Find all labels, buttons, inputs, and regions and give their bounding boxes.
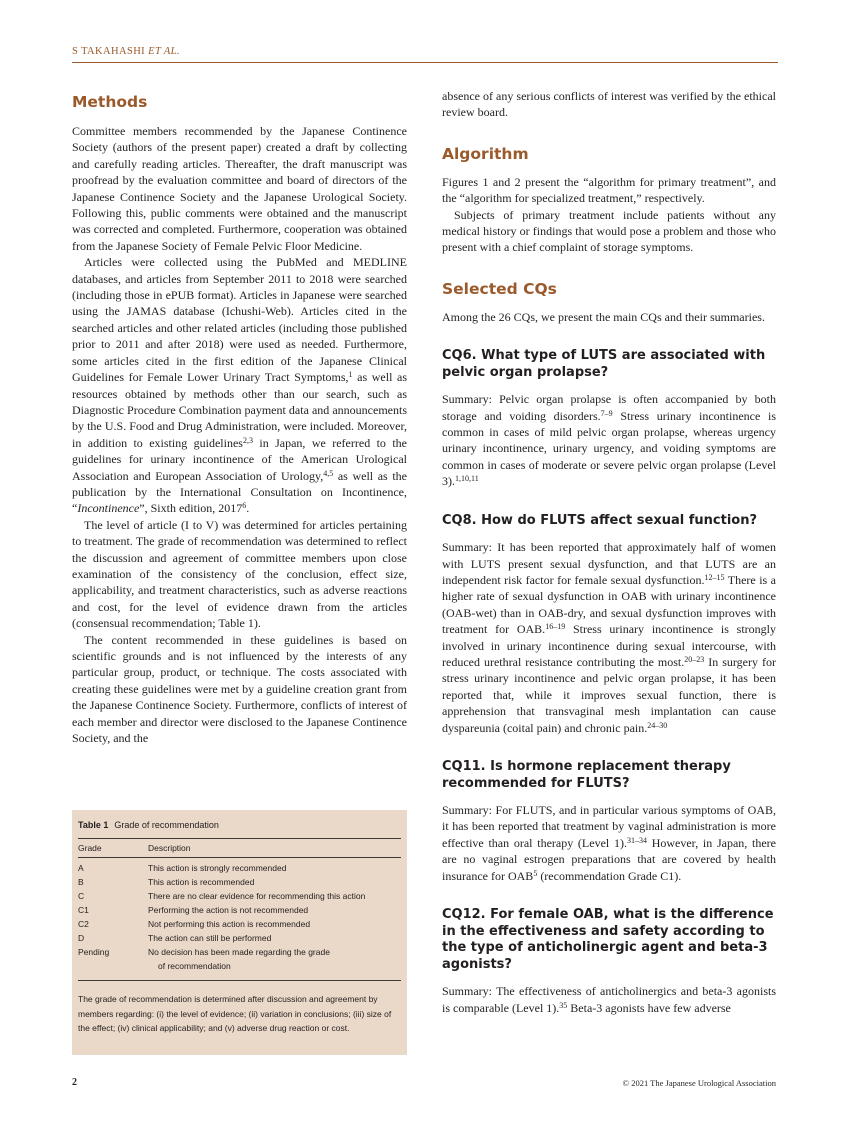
cq6-summary: Summary: Pelvic organ prolapse is often accompanied by both storage and voiding disorders.$^{7-9}$ Stress urinary incontinence is common in cases of mild pelvic organ prolapse, whereas urgency urinary incontinence, urinary urgency, and voiding symptoms are common in cases of moderate or severe pelvic organ prolapse (Level 3).$^{1,10,11}$ (442, 392, 777, 489)
selected-cqs-heading: Selected CQs (442, 279, 557, 298)
cq8-summary: Summary: It has been reported that approximately half of women with LUTS present sexual dysfunction, and that LUTS are an independent risk factor for female sexual dysfunction.$^{12-15}$ There is a higher rate of sexual dysfunction in OAB with urinary incontinence (OAB-wet) than in OAB-dry, and sexual dysfunction improves with treatment for OAB.$^{16-19}$ Stress urinary incontinence is strongly involved in urinary incontinence during sexual intercourse, with reduced urethral resistance contributing the most.$^{20-23}$ In surgery for stress urinary incontinence and pelvic organ prolapse, it has been reported that, while it improves sexual function, there is apprehension that transvaginal mesh implantation can cause dyspareunia (coital pain) and chronic pain.$^{24-30}$ (442, 540, 777, 735)
page-number: 2 (72, 1077, 77, 1088)
table-row: C There are no clear evidence for recommending this action (78, 891, 366, 901)
running-head (72, 46, 180, 57)
algorithm-paragraph-2: Subjects of primary treatment include patients without any medical history or findings that would pose a problem and those who present with a chief complaint of storage symptoms. (442, 207, 776, 255)
running-head-author: S TAKAHASHI (72, 46, 146, 57)
methods-paragraph-1: Committee members recommended by the Japanese Continence Society (authors of the present paper) created a draft by collecting and carefully reading articles. Thereafter, the draft manuscript was proofread by the evaluation committee and board of directors of the Japanese Continence Society and the Japanese Urological Society. Following this, public comments were obtained and the manuscript was corrected and completed. Furthermore, cooperation was obtained from the Japanese Society of Female Pelvic Floor Medicine. (72, 124, 407, 253)
table-row: D The action can still be performed (78, 933, 272, 943)
table-row: Pending No decision has been made regarding the grade (78, 947, 330, 957)
table-row: C2 Not performing this action is recommended (78, 919, 311, 929)
algorithm-paragraph-1: Figures 1 and 2 present the “algorithm for primary treatment”, and the “algorithm for specialized treatment,” respectively. (442, 174, 776, 206)
left-column (72, 88, 407, 746)
methods-heading: Methods (72, 93, 148, 111)
table-row: A This action is strongly recommended (78, 863, 287, 873)
cq12-heading: CQ12. For female OAB, what is the difference in the effectiveness and safety according to the type of anticholinergic agent and beta-3 agonists? (442, 907, 774, 972)
table-rule-header (78, 857, 401, 858)
right-column (442, 88, 776, 1016)
table-header-grade: Grade (78, 843, 102, 853)
cq11-summary: Summary: For FLUTS, and in particular various symptoms of OAB, it has been reported that treatment by vaginal administration is more effective than oral therapy (Level 1).$^{31-34}$ However, in Japan, there are no vaginal estrogen preparations that are covered by health insurance for OAB$^5$ (recommendation Grade C1). (442, 803, 776, 883)
cq11-heading: CQ11. Is hormone replacement therapy recommended for FLUTS? (442, 759, 731, 791)
cq12-summary: Summary: The effectiveness of anticholinergics and beta-3 agonists is comparable (Level 1).$^{35}$ Beta-3 agonists have few adverse (442, 984, 776, 1015)
methods-paragraph-3: The level of article (I to V) was determined for articles pertaining to treatment. The grade of recommendation was determined to reflect the discussion and agreement of committee members upon close examination of the consistency of the conclusion, effect size, applicability, and treatment characteristics, such as adverse reactions and cost, for the level of evidence drawn from the articles (consensual recommendation; Table 1). (72, 517, 407, 631)
methods-paragraph-4: The content recommended in these guidelines is based on scientific grounds and is not influenced by the interests of any particular group, product, or technique. The costs associated with creating these guidelines were met by a guideline creation grant from the Japanese Continence Society. Furthermore, conflicts of interest of each member and director were disclosed to the Japanese Continence Society, and the (72, 632, 407, 746)
table-rule-bottom (78, 980, 401, 981)
cq8-heading: CQ8. How do FLUTS affect sexual function? (442, 512, 758, 528)
table-header-description: Description (148, 843, 191, 853)
continued-paragraph: absence of any serious conflicts of interest was verified by the ethical review board. (442, 89, 776, 120)
methods-paragraph-2: Articles were collected using the PubMed and MEDLINE databases, and articles from September 2011 to 2018 were searched (including those in ePUB format). Articles in Japanese were searched using the JAMAS database (Ichushi-Web). Articles cited in the searched articles and other related articles (including those published prior to 2011 and after 2018) were used as needed. Furthermore, some articles cited in the first edition of the Japanese Clinical Guidelines for Female Lower Urinary Tract Symptoms,$^1$ as well as resources obtained by methods other than our search, such as Diagnostic Procedure Combination payment data and announcements by the U.S. Food and Drug Administration, were included. Moreover, in addition to existing guidelines$^{2,3}$ in Japan, we referred to the guidelines for urinary incontinence of the American Urological Association and European Association of Urology,$^{4,5}$ as well as the publication by the International Consultation on Incontinence, “Incontinence”, Sixth edition, 2017$^6$. (72, 255, 407, 516)
algorithm-heading: Algorithm (442, 144, 529, 163)
table-row: B This action is recommended (78, 877, 255, 887)
running-head-etal: ET AL. (148, 46, 180, 57)
table-1 (72, 810, 407, 1055)
table-caption: Table 1 Grade of recommendation (78, 820, 219, 830)
cq6-heading: CQ6. What type of LUTS are associated with pelvic organ prolapse? (442, 348, 766, 380)
copyright-notice: © 2021 The Japanese Urological Association (622, 1078, 776, 1088)
table-footnote: The grade of recommendation is determined after discussion and agreement by members regarding: (i) the level of evidence; (ii) variation in conclusions; (iii) size of the effect; (iv) clinical applicability; and (v) adverse drug reaction or cost. (78, 994, 392, 1033)
header-rule (72, 62, 778, 63)
table-rule-top (78, 838, 401, 839)
selected-cqs-paragraph: Among the 26 CQs, we present the main CQs and their summaries. (442, 309, 765, 324)
table-row-continued: of recommendation (158, 961, 231, 971)
table-row: C1 Performing the action is not recommended (78, 905, 309, 915)
